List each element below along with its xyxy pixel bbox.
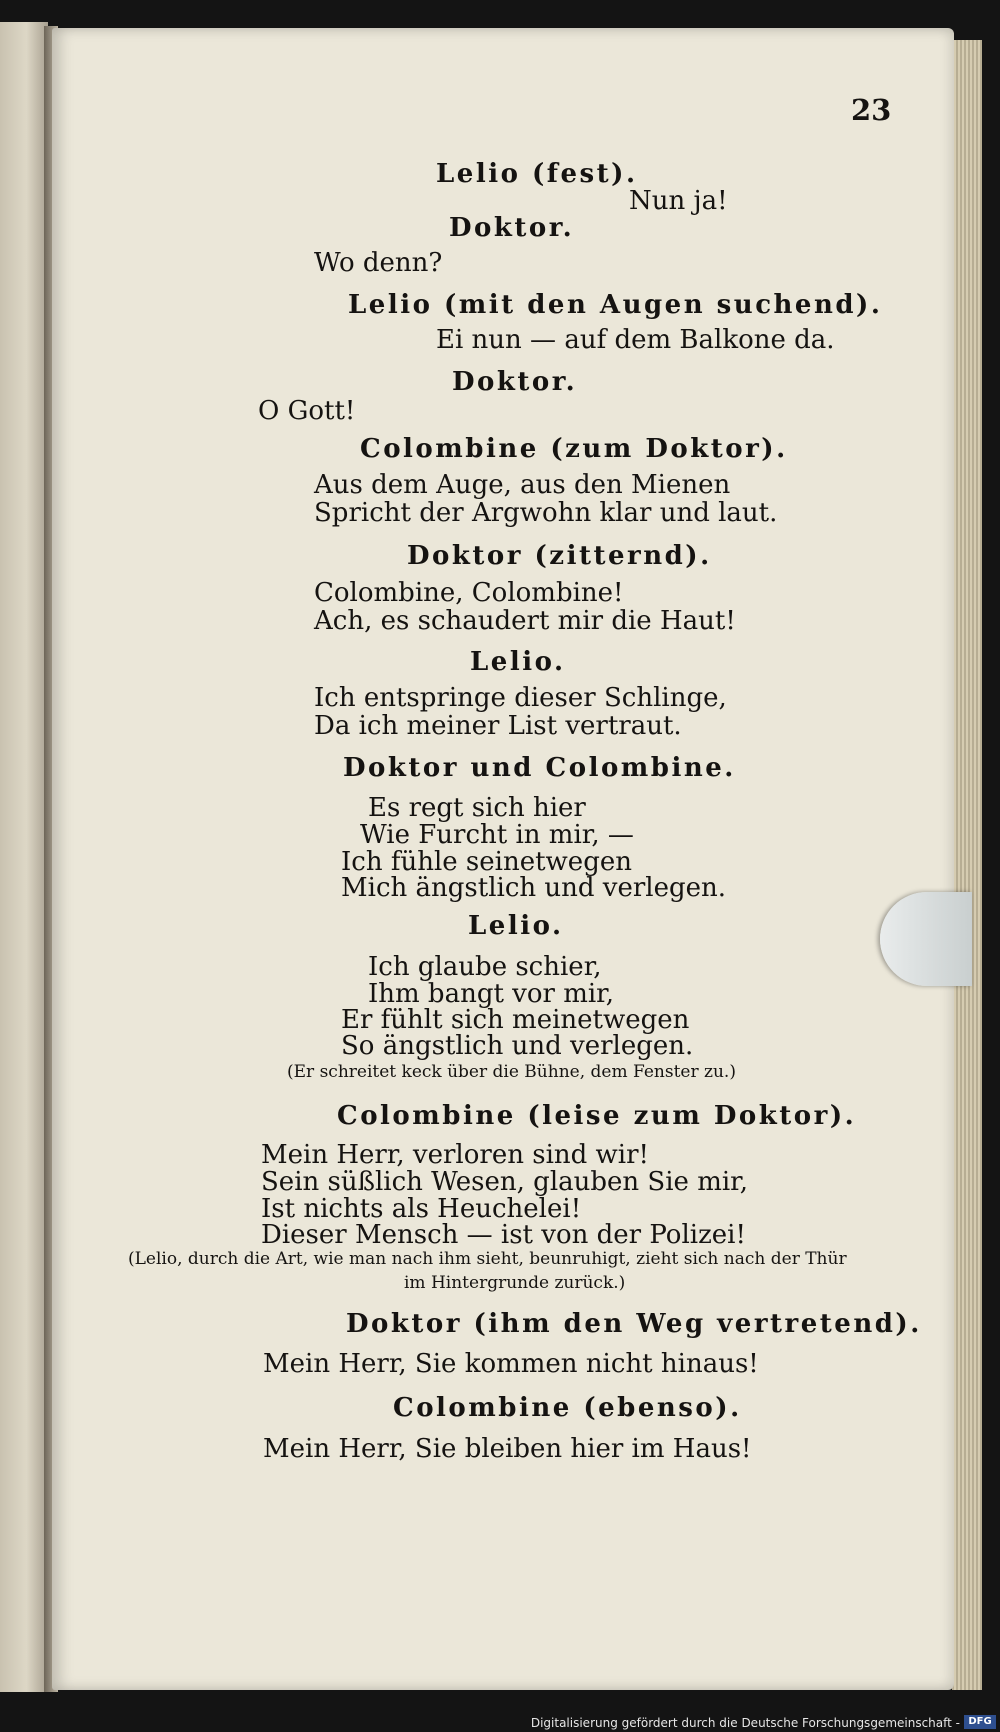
dialogue-line: Mein Herr, Sie kommen nicht hinaus! (263, 1349, 759, 1379)
page-number: 23 (851, 93, 892, 127)
dialogue-line: Ich entspringe dieser Schlinge, (314, 683, 727, 713)
dialogue-line: Mein Herr, verloren sind wir! (261, 1140, 649, 1170)
dialogue-line: Dieser Mensch — ist von der Polizei! (261, 1220, 746, 1250)
dialogue-line: Ich glaube schier, (368, 952, 602, 982)
dialogue-line: Ei nun — auf dem Balkone da. (436, 325, 835, 355)
page-edges (952, 40, 982, 1690)
dialogue-line: Ich fühle seinetwegen (341, 847, 632, 877)
dialogue-line: So ängstlich und verlegen. (341, 1031, 694, 1061)
speaker-heading: Lelio. (468, 911, 564, 941)
speaker-heading: Doktor (ihm den Weg vertretend). (346, 1309, 922, 1339)
dialogue-line: Ist nichts als Heuchelei! (261, 1194, 582, 1224)
thumb-tab (880, 892, 972, 986)
dialogue-line: Ihm bangt vor mir, (368, 979, 615, 1009)
stage-direction: (Lelio, durch die Art, wie man nach ihm sieht, beunruhigt, zieht sich nach der Thür (128, 1249, 847, 1269)
speaker-heading: Colombine (ebenso). (393, 1393, 742, 1423)
footer-bar (0, 1714, 1000, 1732)
dialogue-line: Da ich meiner List vertraut. (314, 711, 682, 741)
dialogue-line: Es regt sich hier (368, 793, 586, 823)
dialogue-line: Nun ja! (629, 186, 728, 216)
speaker-heading: Lelio (fest). (436, 159, 638, 189)
speaker-heading: Doktor und Colombine. (343, 753, 736, 783)
speaker-heading: Colombine (leise zum Doktor). (337, 1101, 857, 1131)
dialogue-line: O Gott! (258, 396, 356, 426)
dialogue-line: Sein süßlich Wesen, glauben Sie mir, (261, 1167, 749, 1197)
stage-direction: im Hintergrunde zurück.) (404, 1273, 626, 1293)
dialogue-line: Ach, es schaudert mir die Haut! (314, 606, 736, 636)
speaker-heading: Colombine (zum Doktor). (360, 434, 788, 464)
left-page-edge (0, 22, 48, 1692)
dialogue-line: Mein Herr, Sie bleiben hier im Haus! (263, 1434, 752, 1464)
speaker-heading: Lelio. (470, 647, 566, 677)
speaker-heading: Lelio (mit den Augen suchend). (348, 290, 883, 320)
dialogue-line: Er fühlt sich meinetwegen (341, 1005, 690, 1035)
dialogue-line: Aus dem Auge, aus den Mienen (314, 470, 731, 500)
speaker-heading: Doktor (zitternd). (407, 541, 712, 571)
dialogue-line: Wo denn? (314, 248, 443, 278)
dialogue-line: Wie Furcht in mir, — (360, 820, 634, 850)
funding-credit: Digitalisierung gefördert durch die Deutsche Forschungsgemeinschaft - (530, 1716, 960, 1730)
speaker-heading: Doktor. (449, 213, 575, 243)
speaker-heading: Doktor. (452, 367, 578, 397)
dialogue-line: Spricht der Argwohn klar und laut. (314, 498, 778, 528)
stage-direction: (Er schreitet keck über die Bühne, dem Fenster zu.) (287, 1062, 736, 1082)
dialogue-line: Mich ängstlich und verlegen. (341, 873, 727, 903)
dialogue-line: Colombine, Colombine! (314, 578, 624, 608)
dfg-logo: DFG (964, 1715, 996, 1729)
